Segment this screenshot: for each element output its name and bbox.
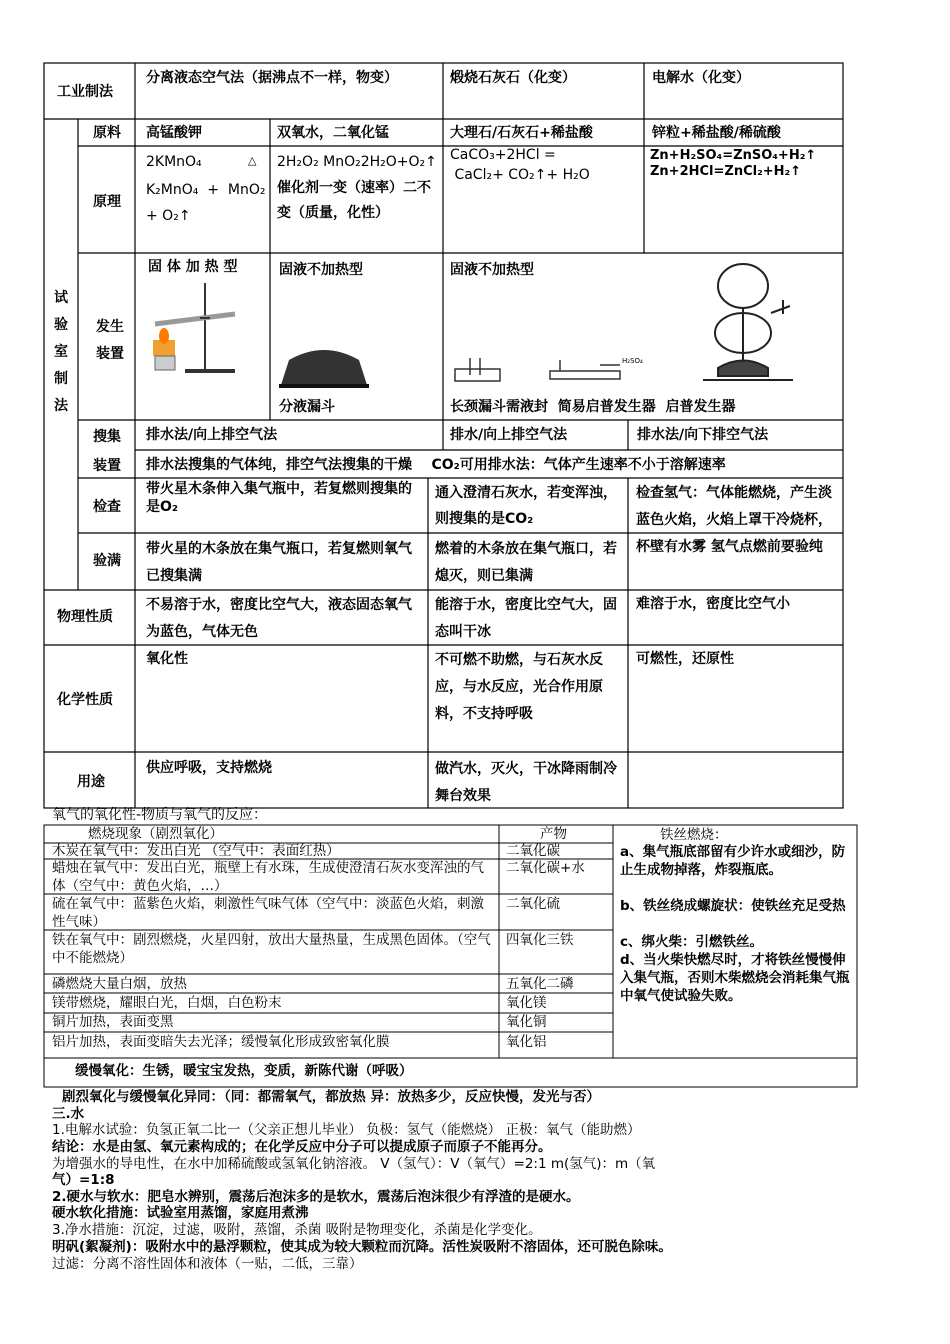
check-co2: 通入澄清石灰水，若变浑浊，则搜集的是CO₂ [435,485,617,527]
water-p1c: 为增强水的导电性，在水中加稀硫酸或氢氧化钠溶液。 V（氢气）：V（氧气）=2:1 m(氢气)：m（氧 [52,1156,656,1172]
table2-row-prod: 二氧化碳+水 [506,860,585,876]
industrial-label: 工业制法 [57,84,113,100]
materials-h2: 锌粒+稀盐酸/稀硫酸 [652,125,781,141]
collect-h2: 排水法/向下排空气法 [637,427,769,443]
water-p1b: 结论：水是由氢、氧元素构成的；在化学反应中分子可以提成原子而原子不能再分。 [52,1139,552,1155]
table2-row-phen: 蜡烛在氧气中：发出白光，瓶壁上有水珠，生成使澄清石灰水变浑浊的气体（空气中：黄色火焰，…） [52,860,484,894]
collect-note: 排水法搜集的气体纯，排空气法搜集的干燥 CO₂可用排水法：气体产生速率不小于溶解速率 [146,457,726,473]
table2-row-prod: 氧化镁 [506,995,547,1011]
iron-note: d、当火柴快燃尽时，才将铁丝慢慢伸入集气瓶，否则木柴燃烧会消耗集气瓶中氧气使试验失败。 [620,952,850,1004]
collect-label-2: 装置 [93,458,121,474]
chemical-label: 化学性质 [57,692,113,708]
table2-row-phen: 磷燃烧大量白烟，放热 [52,976,187,992]
water-p2b: 硬水软化措施：试验室用蒸馏，家庭用煮沸 [52,1205,309,1221]
check-o2: 带火星木条伸入集气瓶中，若复燃则搜集的是O₂ [146,481,412,515]
iron-note: a、集气瓶底部留有少许水或细沙，防止生成物掉落，炸裂瓶底。 [620,844,846,878]
materials-o2-b: 双氧水，二氧化锰 [277,125,389,141]
table2-row-prod: 二氧化碳 [506,843,560,859]
materials-o2-a: 高锰酸钾 [146,125,202,141]
use-o2: 供应呼吸，支持燃烧 [146,760,272,776]
chemical-o2: 氧化性 [146,651,188,667]
water-p3c: 过滤：分离不溶性固体和液体（一贴，二低，三靠） [52,1256,363,1272]
table2-row-phen: 铁在氧气中：剧烈燃烧，火星四射，放出大量热量，生成黑色固体。（空气中不能燃烧） [52,932,491,966]
physical-o2: 不易溶于水，密度比空气大，液态固态氧气为蓝色，气体无色 [146,597,412,640]
apparatus-o2-a-type: 固 体 加 热 型 [148,259,238,275]
check-h2: 检查氢气：气体能燃烧，产生淡蓝色火焰，火焰上罩干冷烧杯，杯壁有水雾 氢气点燃前要验纯 [636,485,832,555]
table2-row-phen: 硫在氧气中：蓝紫色火焰，刺激性气味气体（空气中：淡蓝色火焰，刺激性气味） [52,896,484,930]
table2-row-prod: 二氧化硫 [506,896,560,912]
table2-row-prod: 四氧化三铁 [506,932,574,948]
industrial-co2: 煅烧石灰石（化变） [450,70,576,86]
section-title: 三.水 [52,1106,85,1122]
physical-h2: 难溶于水，密度比空气小 [636,596,790,612]
lab-label: 试验室制法 [54,290,68,414]
principle-o2-a-line1: 2KMnO₄ [146,154,202,170]
full-co2: 燃着的木条放在集气瓶口，若熄灭，则已集满 [435,541,617,584]
table2-row-prod: 氧化铝 [506,1034,547,1050]
physical-co2: 能溶于水，密度比空气大，固态叫干冰 [435,597,617,640]
compare-note: 剧烈氧化与缓慢氧化异同：（同：都需氧气，都放热 异：放热多少，反应快慢，发光与否） [62,1089,600,1105]
use-co2: 做汽水，灭火，干冰降雨制冷舞台效果 [435,761,617,804]
principle-h2-line2: Zn+2HCl=ZnCl₂+H₂↑ [650,164,802,179]
chemical-co2: 不可燃不助燃，与石灰水反应，与水反应，光合作用原料，不支持呼吸 [435,652,603,722]
principle-o2-a-line2: K₂MnO₄ + MnO₂ [146,182,266,198]
apparatus-o2-b-type: 固液不加热型 [279,262,363,278]
principle-o2-a-line3: + O₂↑ [146,208,191,224]
iron-title: 铁丝燃烧： [660,827,728,843]
principle-co2-line1: CaCO₃+2HCl = [450,147,556,163]
slow-oxidation: 缓慢氧化：生锈，暖宝宝发热，变质，新陈代谢（呼吸） [75,1063,413,1079]
physical-label: 物理性质 [57,609,113,625]
principle-o2-b-line1: 2H₂O₂ MnO₂2H₂O+O₂↑ [277,154,437,170]
principle-o2-b-line2: 催化剂一变（速率）二不变（质量，化性） [277,180,431,221]
industrial-o2: 分离液态空气法（据沸点不一样，物变） [146,70,398,86]
materials-co2: 大理石/石灰石+稀盐酸 [450,125,593,141]
industrial-h2: 电解水（化变） [652,70,750,86]
table2-row-phen: 镁带燃烧，耀眼白光，白烟，白色粉末 [52,995,282,1011]
water-p3: 3.净水措施：沉淀，过滤，吸附，蒸馏，杀菌 吸附是物理变化，杀菌是化学变化。 [52,1222,542,1238]
principle-h2-line1: Zn+H₂SO₄=ZnSO₄+H₂↑ [650,148,817,163]
water-p3b: 明矾(絮凝剂)：吸附水中的悬浮颗粒，使其成为较大颗粒而沉降。活性炭吸附不溶固体，还可脱色除味。 [52,1239,672,1255]
full-o2: 带火星的木条放在集气瓶口，若复燃则氧气已搜集满 [146,541,412,584]
materials-label: 原料 [93,125,121,141]
delta-symbol: △ [248,154,257,167]
table2-header-product: 产物 [540,826,567,842]
collect-label-1: 搜集 [93,429,121,445]
table2-row-phen: 铜片加热，表面变黑 [52,1014,174,1030]
table2-row-prod: 氧化铜 [506,1014,547,1030]
check-label: 检查 [93,499,121,515]
table2-row-phen: 铝片加热，表面变暗失去光泽；缓慢氧化形成致密氧化膜 [52,1034,390,1050]
use-label: 用途 [77,774,105,790]
table2-row-phen: 木炭在氧气中：发出白光 （空气中：表面红热） [52,843,340,859]
apparatus-co2-note: 长颈漏斗需液封 简易启普发生器 启普发生器 [450,399,736,415]
table2-header-phenomena: 燃烧现象（剧烈氧化） [88,826,223,842]
iron-note: b、铁丝绕成螺旋状：使铁丝充足受热 [620,898,846,914]
principle-label: 原理 [93,194,121,210]
collect-o2: 排水法/向上排空气法 [146,427,278,443]
table2-row-prod: 五氧化二磷 [506,976,574,992]
apparatus-o2-b-note: 分液漏斗 [279,399,335,415]
water-p2: 2.硬水与软水：肥皂水辨别，震荡后泡沫多的是软水，震荡后泡沫很少有浮渣的是硬水。 [52,1189,580,1205]
h2so4-label: H₂SO₄ [622,357,643,365]
full-label: 验满 [93,553,121,569]
apparatus-label: 发生装置 [96,319,124,362]
chemical-h2: 可燃性，还原性 [636,651,734,667]
apparatus-co2-type: 固液不加热型 [450,262,534,278]
iron-note: c、绑火柴：引燃铁丝。 [620,934,764,950]
collect-co2: 排水/向上排空气法 [450,427,568,443]
water-p1d: 气）=1:8 [52,1172,115,1188]
principle-co2-line2: CaCl₂+ CO₂↑+ H₂O [450,167,590,183]
water-p1: 1.电解水试验：负氢正氧二比一（父亲正想儿毕业） 负极：氢气（能燃烧） 正极：氧气（能助燃） [52,1122,641,1138]
table2-caption: 氧气的氧化性-物质与氧气的反应： [52,807,268,823]
